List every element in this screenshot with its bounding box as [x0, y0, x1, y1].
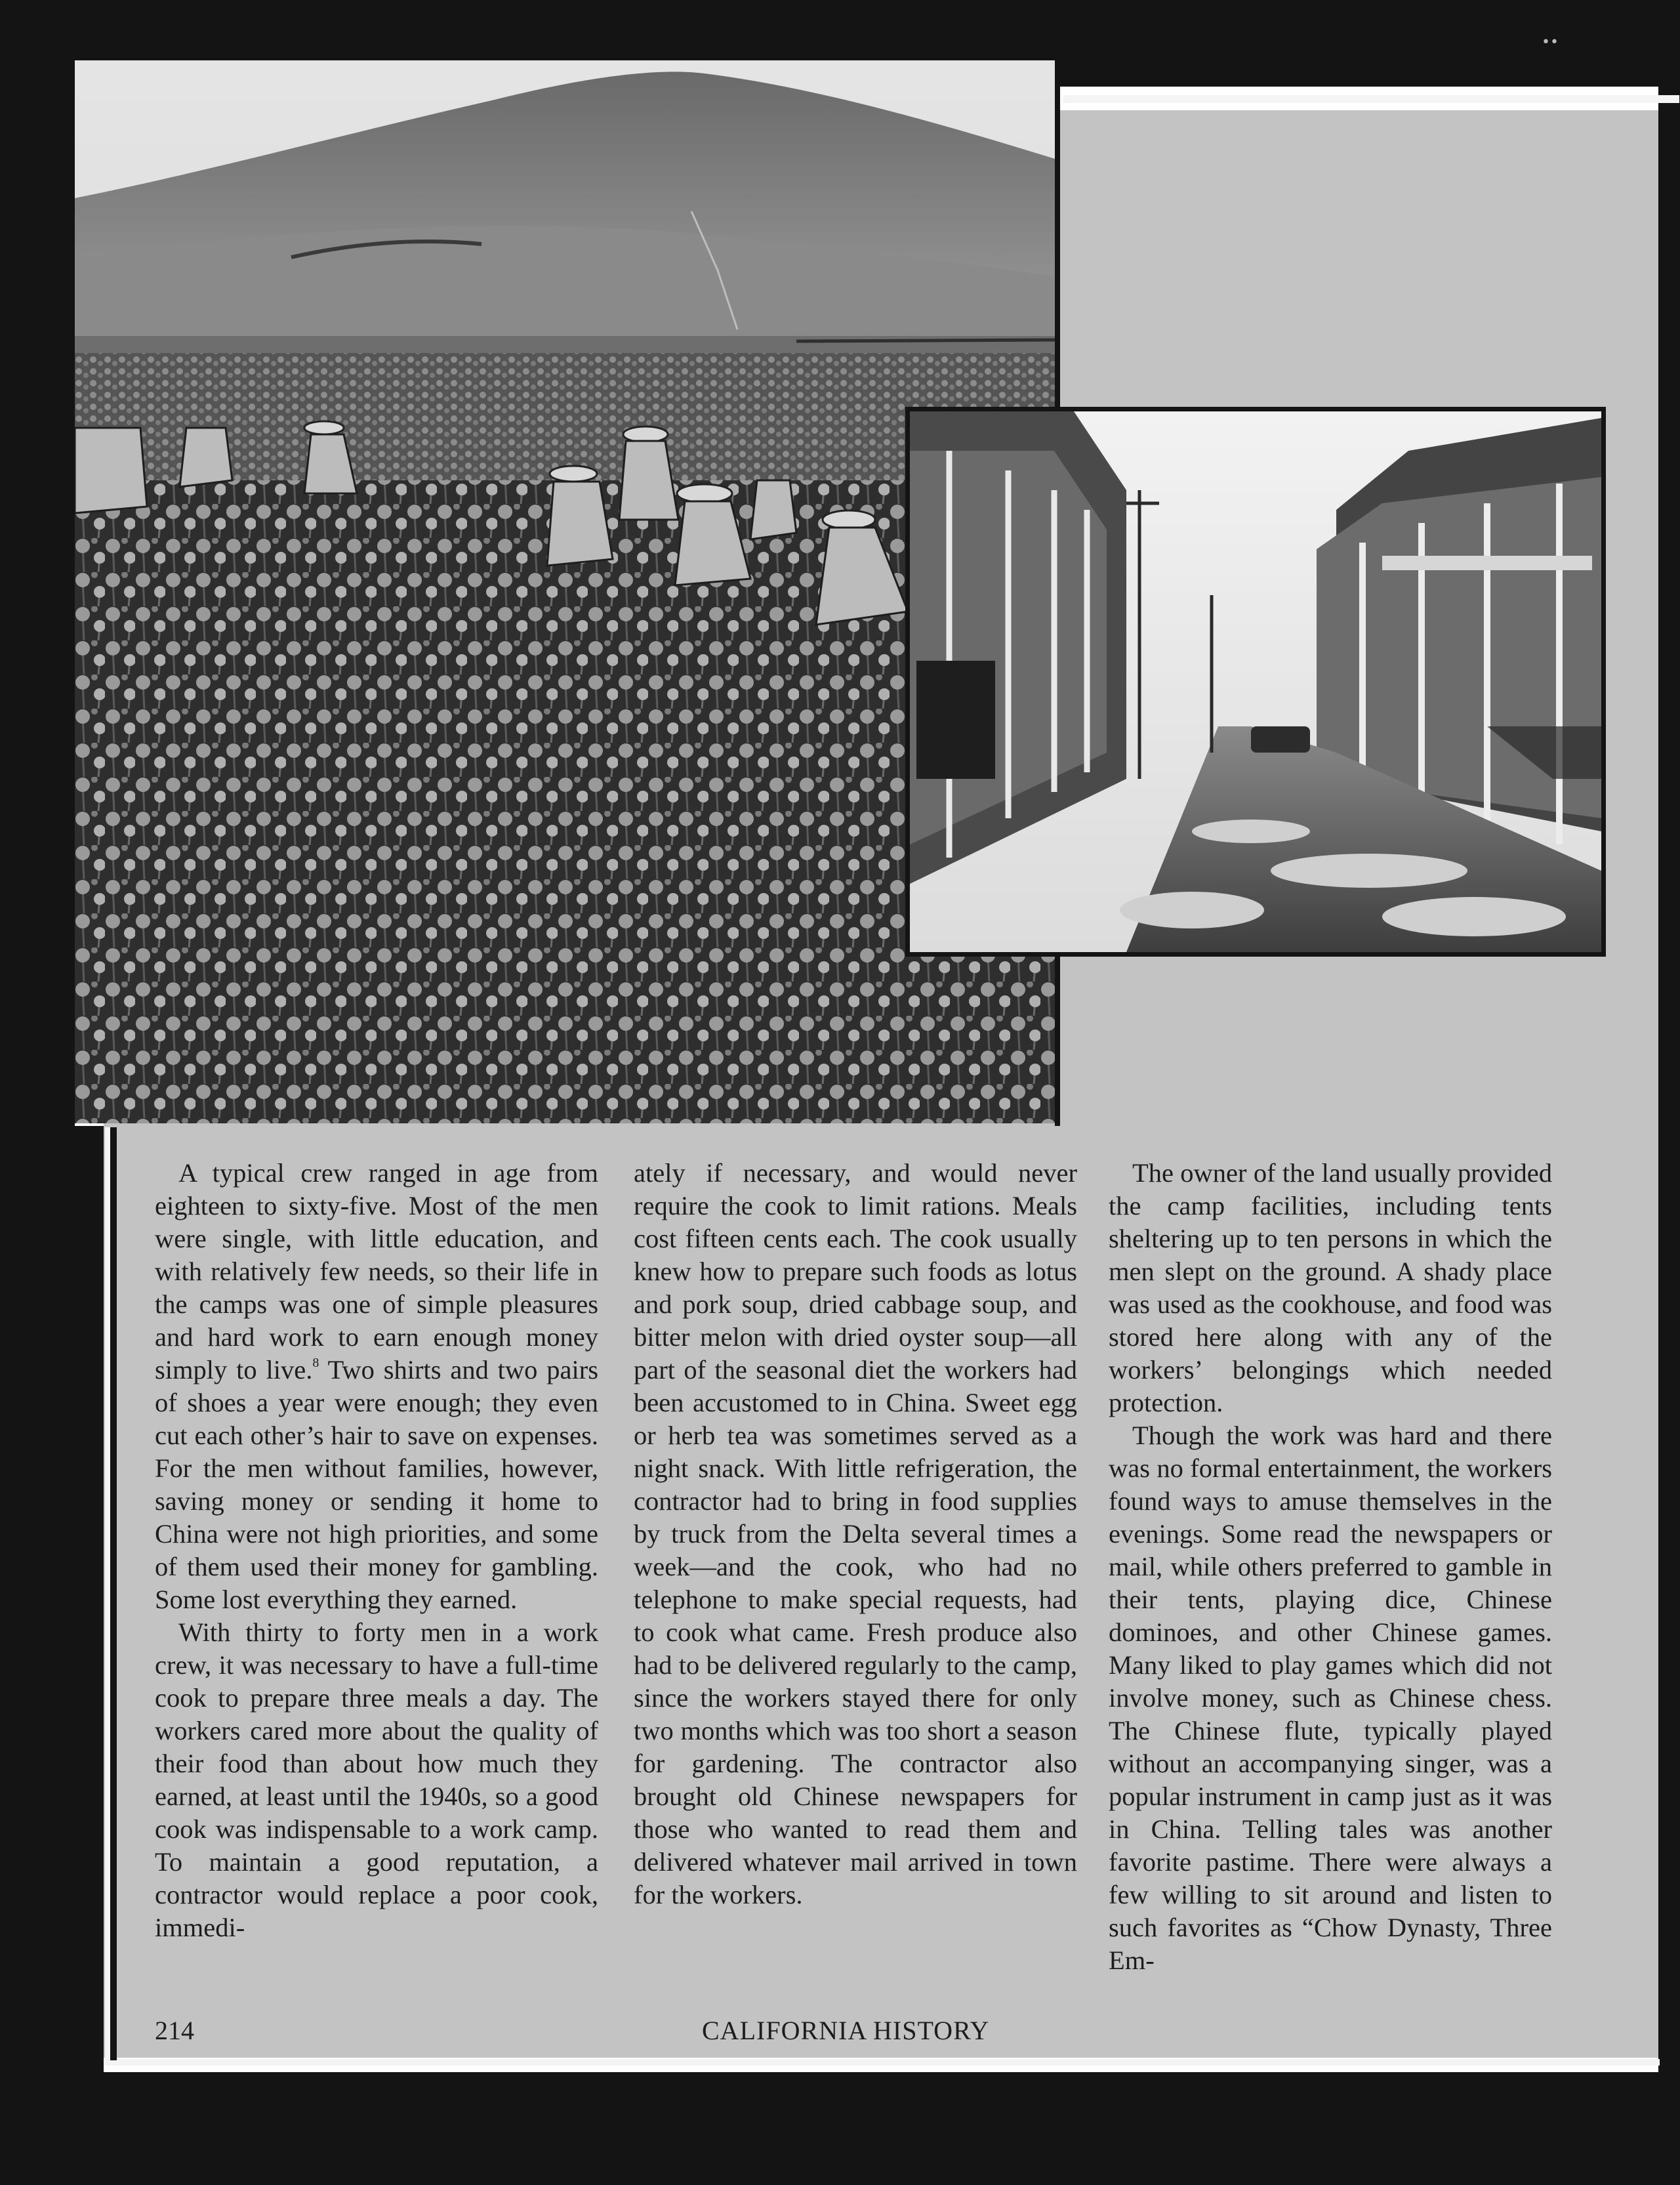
paragraph: The owner of the land usually provided the camp facilities, including tents sheltering up to ten persons in which the men slept on the ground. A shady place was used as the cookhouse, and food was stored here along with any of the workers’ belongings which needed protection.	[1109, 1158, 1552, 1417]
paragraph: Though the work was hard and there was no formal entertainment, the workers found ways to amuse themselves in the evenings. Some read the newspapers or mail, while others preferred to gamble in their tents, playing dice, Chinese dominoes, and other Chinese games. Many liked to play games which did not involve money, such as Chinese chess. The Chinese flute, typically played without an accompanying singer, was a popular instrument in camp just as it was in China. Telling tales was another favorite pastime. There were always a few willing to sit around and listen to such favorites as “Chow Dynasty, Three Em-	[1109, 1421, 1552, 1975]
black-strip-left	[110, 1127, 117, 2060]
black-border-left	[0, 0, 75, 1126]
text-column-3	[1109, 1157, 1552, 1977]
white-rule-left	[105, 1127, 110, 2060]
black-border-bottom	[0, 2072, 1680, 2185]
town-street-photo	[905, 407, 1606, 957]
paragraph	[155, 1157, 598, 1616]
footnote-ref: 8	[312, 1356, 319, 1370]
black-border-left-lower	[0, 1126, 104, 2185]
text-column-1	[155, 1157, 598, 1944]
text-column-2	[634, 1157, 1077, 1911]
white-rule-top	[1063, 95, 1679, 103]
black-top-right-band	[1053, 0, 1680, 87]
running-title: CALIFORNIA HISTORY	[702, 2016, 990, 2045]
white-rule-bottom	[105, 2059, 1660, 2066]
paragraph: With thirty to forty men in a work crew, it was necessary to have a full-time cook to prepare three meals a day. The workers cared more about the quality of their food than about how much they earned, at least until the 1940s, so a good cook was indispensable to a work camp. To maintain a good reputation, a contractor would replace a poor cook, immedi-	[155, 1617, 598, 1942]
grey-panel-under-photo	[104, 1126, 1658, 1152]
paragraph-text: A typical crew ranged in age from eighteen to sixty-five. Most of the men were single, with little education, and with relatively few needs, so their life in the camps was one of simple pleasures and hard work to earn enough money simply to live.	[155, 1158, 598, 1384]
page-number: 214	[155, 2016, 194, 2045]
scan-mark: ••	[1542, 34, 1559, 51]
paragraph-text: Two shirts and two pairs of shoes a year were enough; they even cut each other’s hair to save on expenses. For the men without families, however, saving money or sending it home to China were not high priorities, and some of them used their money for gambling. Some lost everything they earned.	[155, 1355, 599, 1614]
paragraph: ately if necessary, and would never require the cook to limit rations. Meals cost fifteen cents each. The cook usually knew how to prepare such foods as lotus and pork soup, dried cabbage soup, and bitter melon with dried oyster soup—all part of the seasonal diet the workers had been accustomed to in China. Sweet egg or herb tea was sometimes served as a night snack. With little refrigeration, the contractor had to bring in food supplies by truck from the Delta several times a week—and the cook, who had no telephone to make special requests, had to cook what came. Fresh produce also had to be delivered regularly to the camp, since the workers stayed there for only two months which was too short a season for gardening. The contractor also brought old Chinese newspapers for those who wanted to read them and delivered whatever mail arrived in town for the workers.	[634, 1158, 1077, 1909]
black-border-right	[1658, 0, 1680, 2185]
